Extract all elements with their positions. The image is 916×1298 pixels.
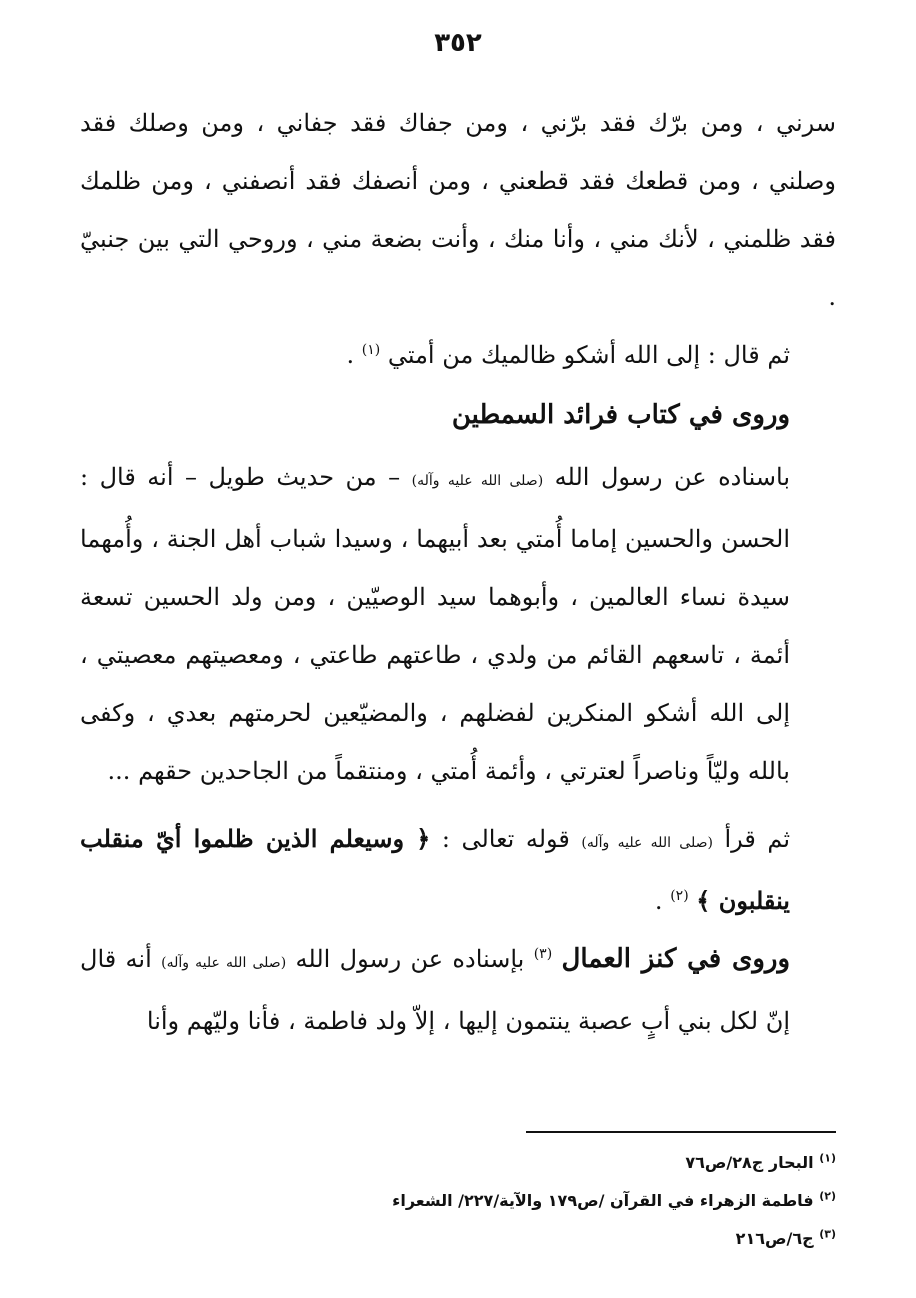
page-number: ٣٥٢ [434, 28, 482, 58]
paragraph-3-start: باسناده عن رسول الله [554, 463, 790, 491]
paragraph-2-end: . [346, 341, 362, 369]
footnote-divider [526, 1131, 836, 1133]
paragraph-5-middle: بإسناده عن رسول الله [295, 945, 534, 973]
footnote-1 [80, 1144, 836, 1182]
footnote-3 [80, 1220, 836, 1258]
paragraph-4-start: ثم قرأ [724, 825, 791, 853]
paragraph-5 [80, 930, 836, 1050]
footnote-text: البحار ج٢٨/ص٧٦ [685, 1153, 814, 1172]
paragraph-5-rest: أنه قال إنّ لكل بني أبٍ عصبة ينتمون إليها ، إلاّ ولد فاطمة ، فأنا وليّهم وأنا [80, 945, 790, 1035]
body-text [80, 94, 836, 1050]
honorific: (صلى الله عليه وآله) [161, 955, 287, 971]
footnote-mark: (١) [819, 1151, 836, 1165]
paragraph-3 [80, 448, 836, 800]
honorific: (صلى الله عليه وآله) [581, 835, 713, 851]
footnote-ref-1: (١) [361, 342, 381, 358]
quran-verse: ﴿ وسيعلم الذين ظلموا أيّ منقلب ينقلبون ﴾ [80, 824, 790, 915]
paragraph-1: سرني ، ومن برّك فقد برّني ، ومن جفاك فقد جفاني ، ومن وصلك فقد وصلني ، ومن قطعك فقد قطعني ، ومن أنصفك فقد أنصفني ، ومن ظلمك فقد ظلمني ، لأنك مني ، وأنا منك ، وأنت بضعة مني ، وروحي التي بين جنبيّ . [80, 109, 836, 311]
paragraph-2 [80, 326, 836, 384]
footnote-text: فاطمة الزهراء في القرآن /ص١٧٩ والآية/٢٢٧/ الشعراء [392, 1191, 814, 1210]
section-heading-faraid: وروى في كتاب فرائد السمطين [451, 400, 790, 430]
footnote-ref-3: (٣) [533, 946, 553, 962]
paragraph-5-lead: وروى في كنز العمال [561, 944, 790, 974]
footnote-2 [80, 1182, 836, 1220]
paragraph-4-middle: قوله تعالى : [430, 825, 582, 853]
footnote-mark: (٢) [819, 1189, 836, 1203]
footnote-ref-2: (٢) [670, 888, 689, 904]
paragraph-2-text: ثم قال : إلى الله أشكو ظالميك من أمتي [387, 341, 790, 369]
footnotes [80, 1144, 836, 1258]
footnote-mark: (٣) [819, 1227, 836, 1241]
paragraph-4 [80, 810, 836, 930]
footnote-text: ج٦/ص٢١٦ [735, 1229, 814, 1248]
honorific: (صلى الله عليه وآله) [411, 473, 544, 489]
paragraph-4-end: . [654, 887, 671, 915]
paragraph-3-rest: – من حديث طويل – أنه قال : الحسن والحسين إماما أُمتي بعد أبيهما ، وسيدا شباب أهل الجنة ، وأُمهما سيدة نساء العالمين ، وأبوهما سيد الوصيّين ، ومن ولد الحسين تسعة أئمة ، تاسعهم القائم من ولدي ، طاعتهم طاعتي ، ومعصيتهم معصيتي ، إلى الله أشكو المنكرين لفضلهم ، والمضيّعين لحرمتهم بعدي ، وكفى بالله وليّاً وناصراً لعترتي ، وأئمة أُمتي ، ومنتقماً من الجاحدين حقهم ... [80, 463, 790, 785]
